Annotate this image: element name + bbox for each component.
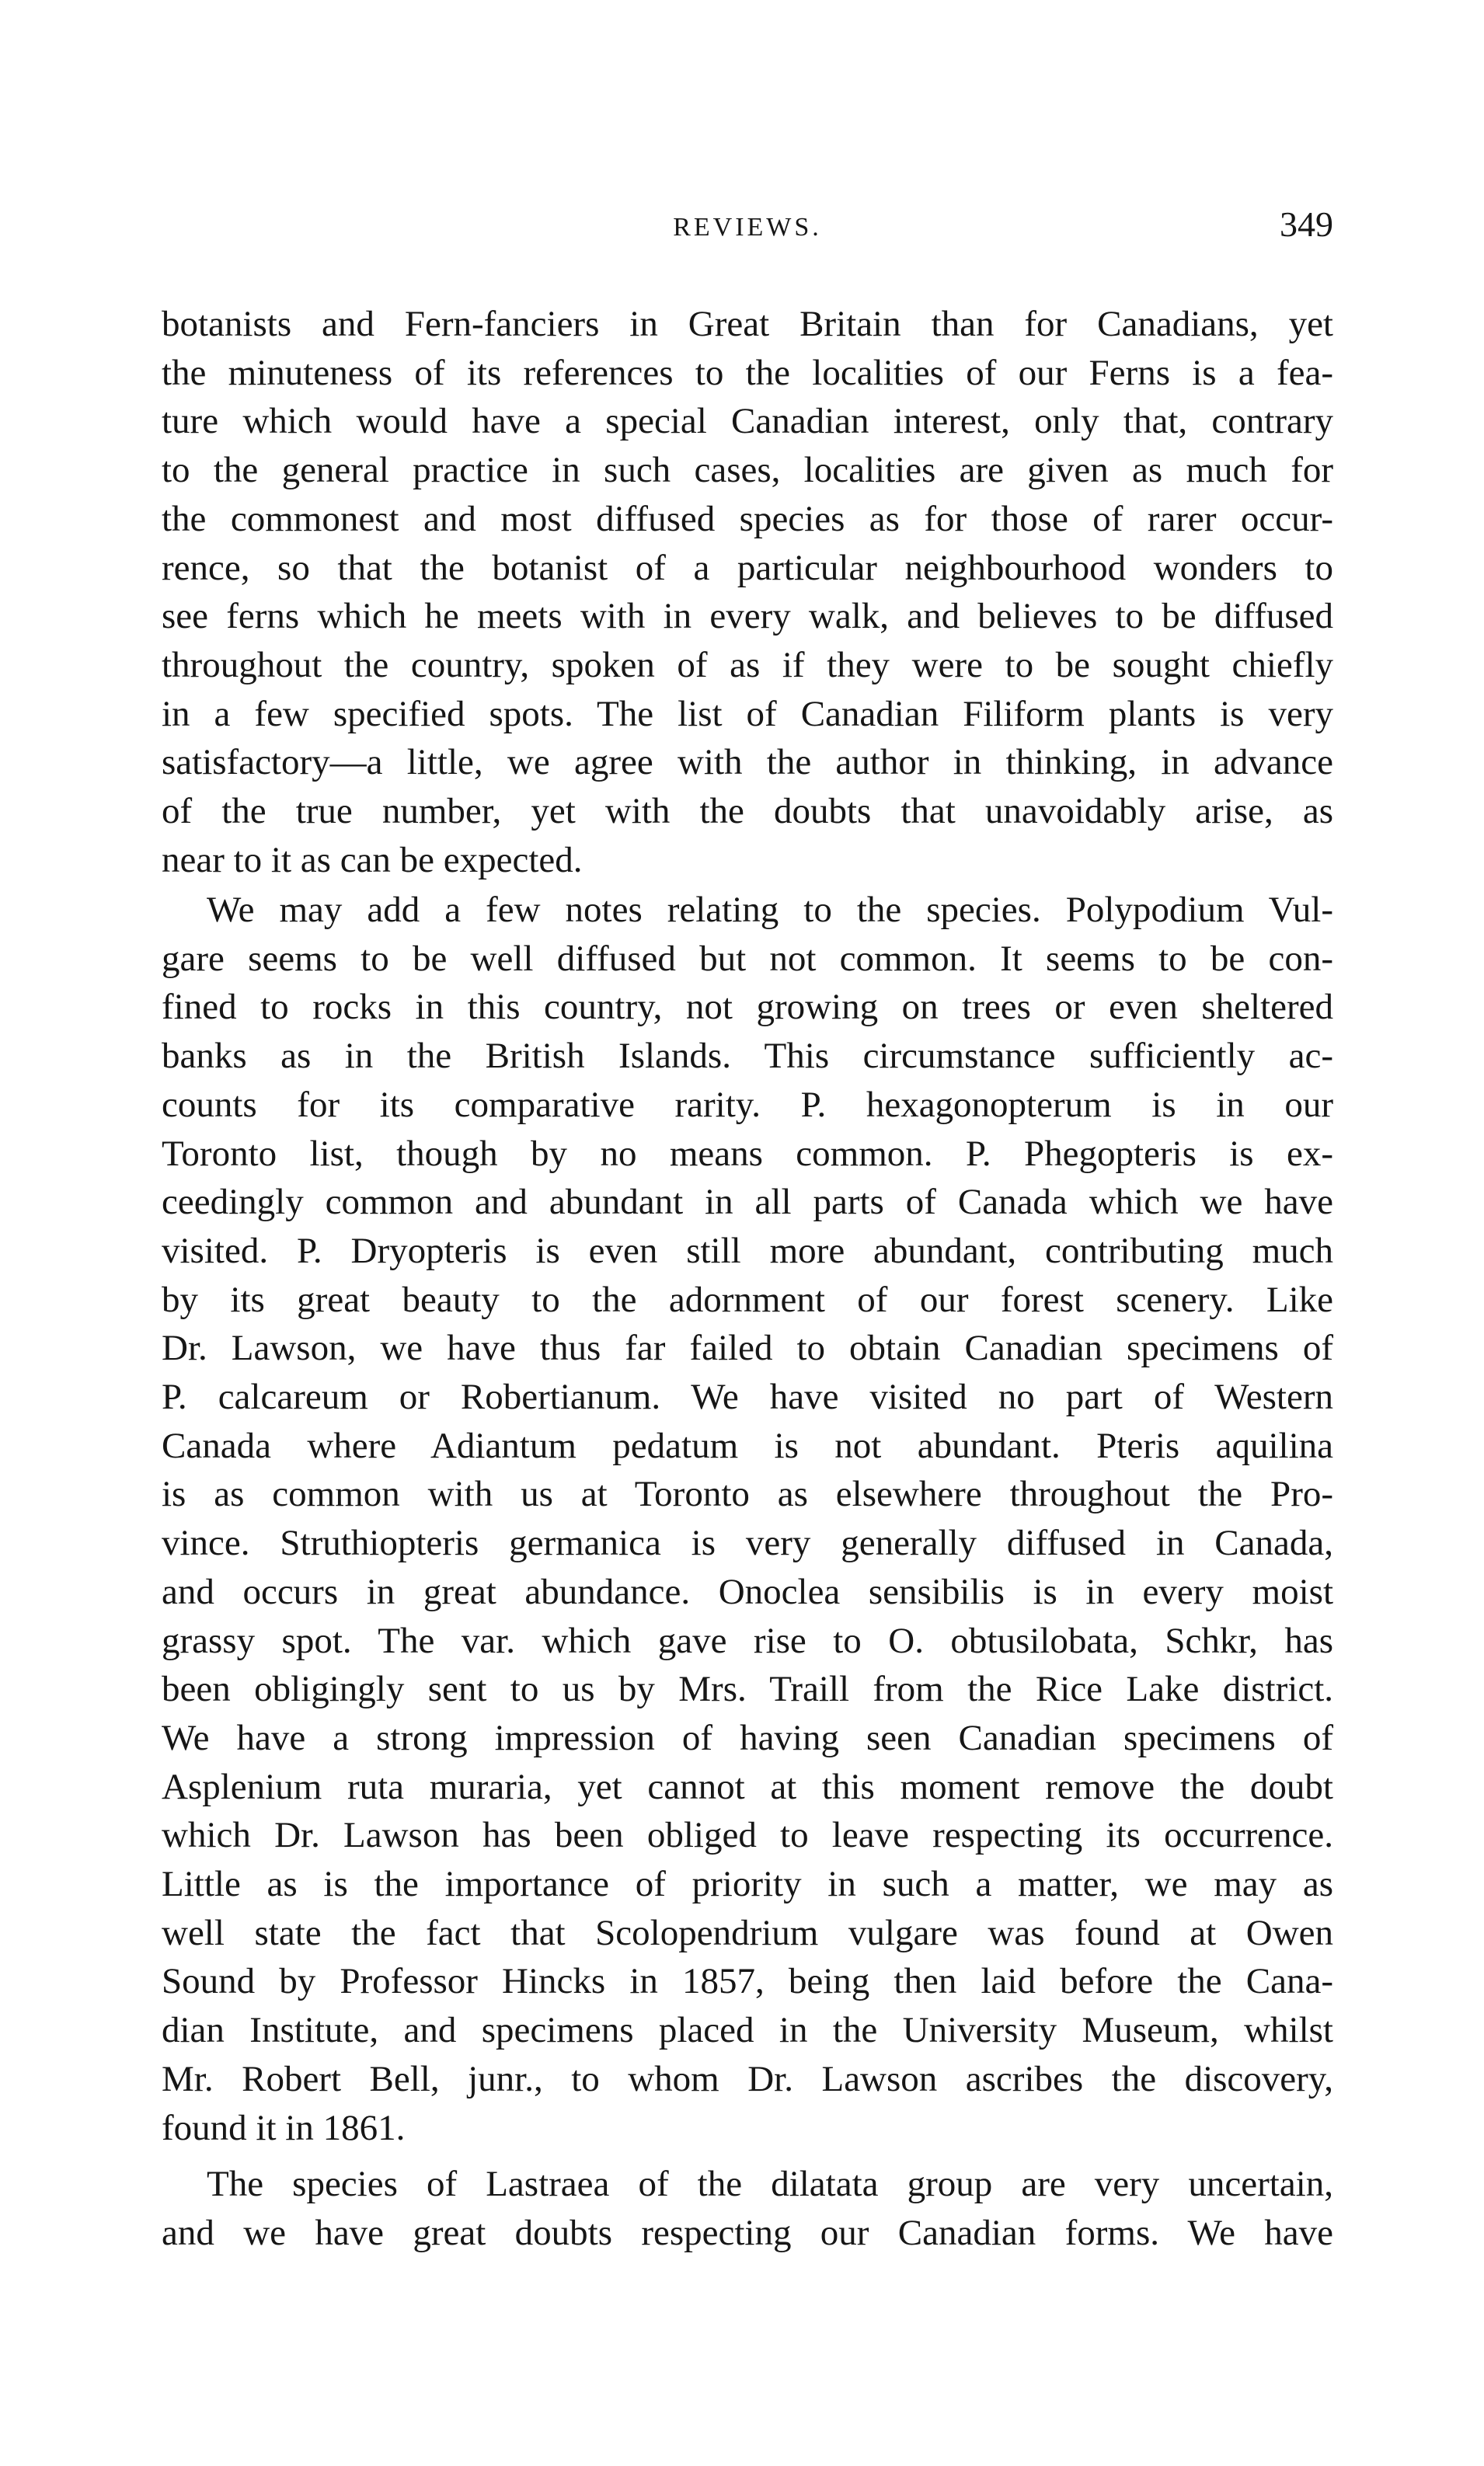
paragraph-1	[162, 300, 1333, 884]
text-line: ture which would have a special Canadian interest, only that, contrary	[162, 401, 1333, 442]
text-line: found it in 1861.	[162, 2107, 406, 2148]
text-line: and occurs in great abundance. Onoclea sensibilis is in every moist	[162, 1571, 1333, 1612]
text-line: see ferns which he meets with in every walk, and believes to be diffused	[162, 596, 1333, 637]
text-line: counts for its comparative rarity. P. hexagonopterum is in our	[162, 1084, 1333, 1125]
text-line: vince. Struthiopteris germanica is very generally diffused in Canada,	[162, 1523, 1333, 1564]
text-line: Canada where Adiantum pedatum is not abundant. Pteris aquilina	[162, 1425, 1333, 1466]
text-line: which Dr. Lawson has been obliged to leave respecting its occurrence.	[162, 1815, 1333, 1856]
text-line: gare seems to be well diffused but not common. It seems to be con-	[162, 938, 1333, 979]
text-line: grassy spot. The var. which gave rise to O. obtusilobata, Schkr, has	[162, 1620, 1333, 1661]
text-line: satisfactory—a little, we agree with the author in thinking, in advance	[162, 742, 1333, 783]
text-line: banks as in the British Islands. This circumstance sufficiently ac-	[162, 1036, 1333, 1077]
text-line: dian Institute, and specimens placed in the University Museum, whilst	[162, 2010, 1333, 2051]
paragraph-2	[162, 886, 1333, 2152]
text-line: rence, so that the botanist of a particular neighbourhood wonders to	[162, 547, 1333, 588]
text-line: We have a strong impression of having seen Canadian specimens of	[162, 1717, 1333, 1758]
text-line: throughout the country, spoken of as if they were to be sought chiefly	[162, 644, 1333, 685]
text-line: the minuteness of its references to the localities of our Ferns is a fea-	[162, 352, 1333, 393]
text-line: We may add a few notes relating to the species. Polypodium Vul-	[207, 890, 1333, 930]
text-line: Asplenium ruta muraria, yet cannot at this moment remove the doubt	[162, 1766, 1333, 1807]
text-line: Mr. Robert Bell, junr., to whom Dr. Lawson ascribes the discovery,	[162, 2058, 1333, 2099]
text-line: Sound by Professor Hincks in 1857, being then laid before the Cana-	[162, 1961, 1333, 2002]
text-line: Toronto list, though by no means common. P. Phegopteris is ex-	[162, 1133, 1333, 1174]
text-line: in a few specified spots. The list of Canadian Filiform plants is very	[162, 693, 1333, 734]
paragraph-3	[162, 2160, 1333, 2257]
text-line: near to it as can be expected.	[162, 839, 583, 880]
text-line: and we have great doubts respecting our Canadian forms. We have	[162, 2212, 1333, 2253]
text-line: is as common with us at Toronto as elsewhere throughout the Pro-	[162, 1474, 1333, 1515]
text-line: fined to rocks in this country, not growing on trees or even sheltered	[162, 987, 1333, 1028]
text-line: botanists and Fern-fanciers in Great Britain than for Canadians, yet	[162, 304, 1333, 344]
text-line: Little as is the importance of priority in such a matter, we may as	[162, 1864, 1333, 1905]
page-header	[162, 204, 1333, 258]
running-head: REVIEWS.	[673, 213, 822, 242]
text-line: by its great beauty to the adornment of our forest scenery. Like	[162, 1279, 1333, 1320]
text-line: the commonest and most diffused species as for those of rarer occur-	[162, 498, 1333, 539]
text-line: been obligingly sent to us by Mrs. Traill from the Rice Lake district.	[162, 1669, 1333, 1710]
text-line: P. calcareum or Robertianum. We have visited no part of Western	[162, 1377, 1333, 1418]
text-line: Dr. Lawson, we have thus far failed to obtain Canadian specimens of	[162, 1328, 1333, 1369]
page-number: 349	[1280, 204, 1333, 244]
text-line: The species of Lastraea of the dilatata group are very uncertain,	[207, 2164, 1333, 2204]
text-line: visited. P. Dryopteris is even still more abundant, contributing much	[162, 1230, 1333, 1271]
text-line: well state the fact that Scolopendrium vulgare was found at Owen	[162, 1912, 1333, 1953]
text-line: to the general practice in such cases, localities are given as much for	[162, 450, 1333, 491]
text-line: of the true number, yet with the doubts that unavoidably arise, as	[162, 791, 1333, 832]
text-line: ceedingly common and abundant in all parts of Canada which we have	[162, 1182, 1333, 1223]
